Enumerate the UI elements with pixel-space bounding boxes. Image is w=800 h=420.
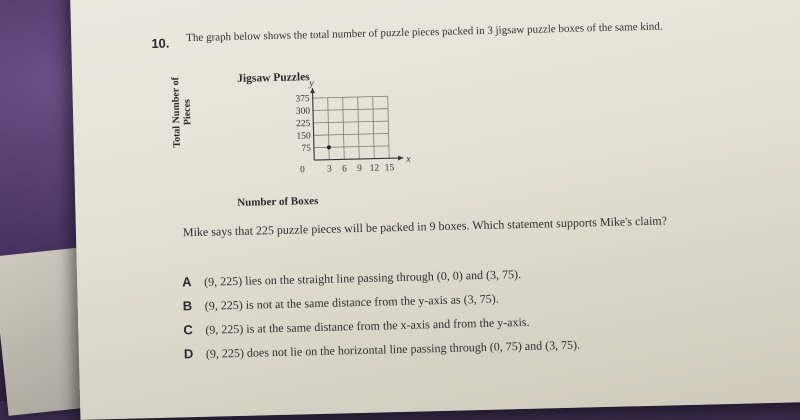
y-axis-label: Total Number of Pieces bbox=[170, 77, 194, 148]
x-axis-letter: x bbox=[406, 153, 411, 165]
option-letter: A bbox=[181, 274, 192, 290]
x-tick-label: 9 bbox=[356, 163, 362, 175]
x-tick-label: 0 bbox=[299, 165, 305, 176]
option-text: (9, 225) is at the same distance from the x-axis and from the y-axis. bbox=[205, 314, 530, 337]
option-letter: C bbox=[183, 322, 193, 338]
chart-title: Jigsaw Puzzles bbox=[237, 71, 310, 85]
grid-line-vertical bbox=[328, 98, 330, 160]
option-text: (9, 225) does not lie on the horizontal line passing through (0, 75) and (3, 75). bbox=[205, 337, 581, 361]
option-text: (9, 225) lies on the straight line passing through (0, 0) and (3, 75). bbox=[203, 267, 522, 289]
x-tick-label: 6 bbox=[341, 164, 347, 175]
option-d[interactable] bbox=[184, 333, 744, 363]
x-axis-label: Number of Boxes bbox=[237, 194, 319, 209]
y-tick-label: 375 bbox=[295, 94, 310, 105]
grid-line-vertical bbox=[358, 97, 360, 159]
x-tick-label: 3 bbox=[326, 164, 332, 175]
grid-line-vertical bbox=[388, 96, 390, 158]
option-letter: B bbox=[182, 298, 193, 314]
question-text: The graph below shows the total number of puzzle pieces packed in 3 jigsaw puzzle boxes of the same kind. bbox=[186, 20, 663, 45]
answer-options bbox=[182, 261, 744, 371]
chart-points bbox=[327, 145, 331, 149]
question-number: 10. bbox=[151, 35, 170, 52]
x-tick-label: 15 bbox=[384, 163, 395, 174]
x-tick-label: 12 bbox=[369, 163, 380, 174]
grid-line-horizontal bbox=[314, 146, 389, 148]
y-tick-label: 300 bbox=[295, 106, 311, 117]
grid-line-horizontal bbox=[313, 109, 388, 111]
x-axis-arrow bbox=[398, 155, 403, 160]
option-text: (9, 225) is not at the same distance from the y-axis as (3, 75). bbox=[204, 291, 499, 313]
chart-grid bbox=[313, 96, 389, 160]
chart-axes bbox=[308, 77, 411, 167]
y-tick-label: 150 bbox=[296, 131, 311, 142]
scatter-chart bbox=[172, 77, 435, 198]
question-prompt: Mike says that 225 puzzle pieces will be packed in 9 boxes. Which statement supports Mike's claim? bbox=[182, 213, 668, 240]
y-axis-line bbox=[312, 88, 314, 160]
x-axis-line bbox=[314, 158, 403, 160]
y-tick-label: 75 bbox=[301, 143, 312, 154]
worksheet-page bbox=[70, 0, 800, 420]
data-point bbox=[327, 145, 331, 149]
y-tick-label: 225 bbox=[295, 118, 311, 130]
grid-line-horizontal bbox=[313, 96, 388, 98]
grid-line-vertical bbox=[343, 97, 345, 159]
option-letter: D bbox=[183, 346, 194, 362]
grid-line-horizontal bbox=[313, 121, 388, 123]
grid-line-horizontal bbox=[314, 133, 389, 135]
grid-line-vertical bbox=[373, 97, 375, 159]
y-axis-letter: y bbox=[309, 78, 314, 90]
